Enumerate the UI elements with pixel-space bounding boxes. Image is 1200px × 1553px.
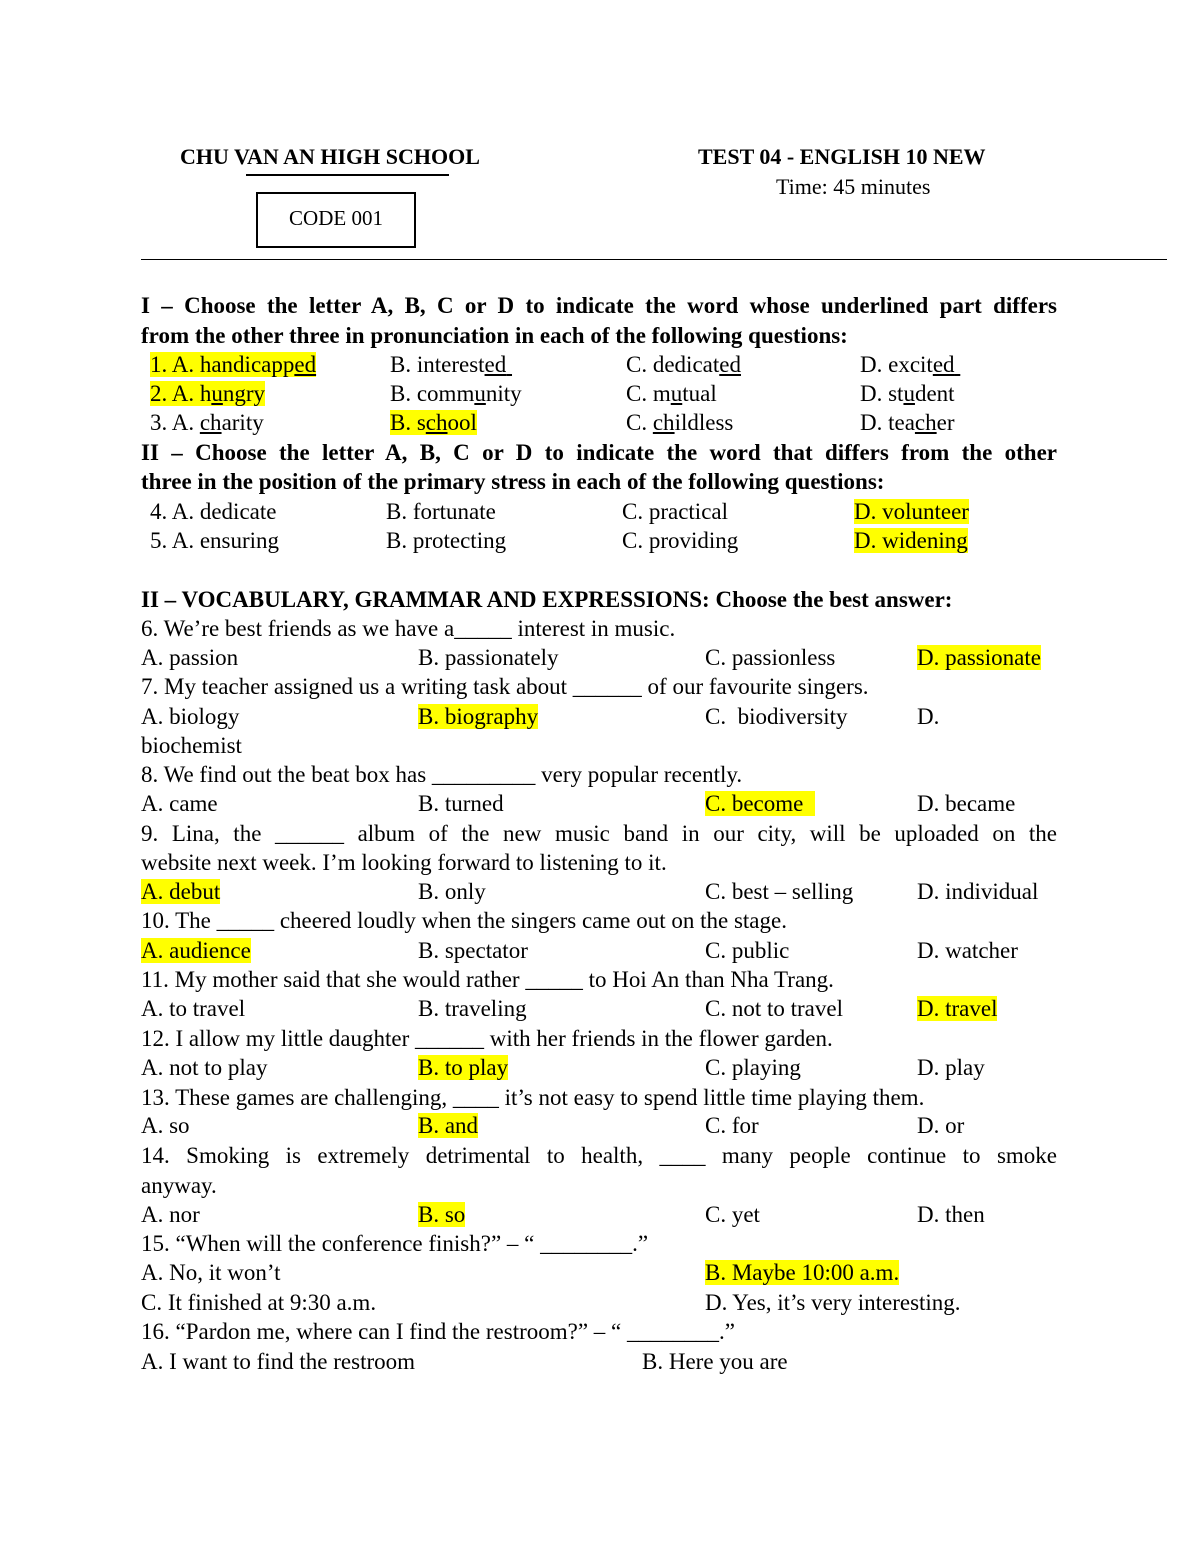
- q5-option-d: D. widening: [854, 528, 968, 553]
- q9-option-b: B. only: [418, 879, 486, 904]
- q10-stem: 10. The _____ cheered loudly when the singers came out on the stage.: [141, 908, 787, 933]
- q12-option-c: C. playing: [705, 1055, 801, 1080]
- q7-option-d: D.: [917, 704, 940, 729]
- q9-option-d: D. individual: [917, 879, 1039, 904]
- q12-option-a: A. not to play: [141, 1055, 268, 1080]
- q7-option-d-wrap: biochemist: [141, 733, 242, 758]
- q5-option-c: C. providing: [622, 528, 739, 553]
- q16-option-a: A. I want to find the restroom: [141, 1349, 416, 1374]
- q6-option-c: C. passionless: [705, 645, 836, 670]
- q11-option-c: C. not to travel: [705, 996, 843, 1021]
- q4-option-a: 4. A. dedicate: [150, 499, 277, 524]
- part2-instruction-line2: three in the position of the primary stress in each of the following questions:: [141, 469, 885, 494]
- q12-stem: 12. I allow my little daughter ______ with her friends in the flower garden.: [141, 1026, 833, 1051]
- q10-option-a: A. audience: [141, 938, 251, 963]
- test-title: TEST 04 - ENGLISH 10 NEW: [698, 144, 986, 169]
- q15-option-b: B. Maybe 10:00 a.m.: [705, 1260, 900, 1285]
- q16-option-b: B. Here you are: [642, 1349, 788, 1374]
- q13-option-c: C. for: [705, 1113, 759, 1138]
- q10-option-d: D. watcher: [917, 938, 1018, 963]
- q12-option-b: B. to play: [418, 1055, 509, 1080]
- q14-option-b: B. so: [418, 1202, 466, 1227]
- q13-option-d: D. or: [917, 1113, 965, 1138]
- q1-option-c: C. dedicated: [626, 352, 741, 377]
- q13-stem: 13. These games are challenging, ____ it’s not easy to spend little time playing them.: [141, 1085, 925, 1110]
- q1-option-b: B. interested: [390, 352, 507, 377]
- q9-option-c: C. best – selling: [705, 879, 854, 904]
- q10-option-c: C. public: [705, 938, 790, 963]
- q14-option-c: C. yet: [705, 1202, 760, 1227]
- q12-option-d: D. play: [917, 1055, 985, 1080]
- q11-option-b: B. traveling: [418, 996, 527, 1021]
- q16-stem: 16. “Pardon me, where can I find the restroom?” – “ ________.”: [141, 1319, 735, 1344]
- q8-option-b: B. turned: [418, 791, 504, 816]
- q7-option-b: B. biography: [418, 704, 539, 729]
- q7-stem: 7. My teacher assigned us a writing task about ______ of our favourite singers.: [141, 674, 869, 699]
- q10-option-b: B. spectator: [418, 938, 528, 963]
- q2-option-c: C. mutual: [626, 381, 717, 406]
- q8-option-d: D. became: [917, 791, 1016, 816]
- q4-option-c: C. practical: [622, 499, 729, 524]
- part1-instruction-line2: from the other three in pronunciation in each of the following questions:: [141, 323, 848, 348]
- q6-option-d: D. passionate: [917, 645, 1041, 670]
- q7-option-c: C. biodiversity: [705, 704, 848, 729]
- q8-option-a: A. came: [141, 791, 218, 816]
- header-divider: [141, 259, 1167, 260]
- part3-heading: II – VOCABULARY, GRAMMAR AND EXPRESSIONS: Choose the best answer:: [141, 587, 953, 612]
- q14-stem-line1: 14. Smoking is extremely detrimental to health, ____ many people continue to smoke: [141, 1143, 1057, 1168]
- q2-option-a: 2. A. hungry: [150, 381, 266, 406]
- part1-instruction-line1: I – Choose the letter A, B, C or D to indicate the word whose underlined part differs: [141, 293, 1057, 318]
- q11-option-a: A. to travel: [141, 996, 246, 1021]
- q5-option-a: 5. A. ensuring: [150, 528, 280, 553]
- school-name-rule: [246, 174, 449, 176]
- q9-stem-line2: website next week. I’m looking forward to listening to it.: [141, 850, 667, 875]
- school-name: CHU VAN AN HIGH SCHOOL: [180, 144, 480, 169]
- q2-option-d: D. student: [860, 381, 955, 406]
- q1-option-d: D. excited: [860, 352, 955, 377]
- q4-option-b: B. fortunate: [386, 499, 496, 524]
- q1-option-a: 1. A. handicapped: [150, 352, 317, 377]
- q14-option-a: A. nor: [141, 1202, 200, 1227]
- q3-option-b: B. school: [390, 410, 477, 435]
- time-limit: Time: 45 minutes: [776, 174, 931, 199]
- q7-option-a: A. biology: [141, 704, 240, 729]
- q11-option-d: D. travel: [917, 996, 998, 1021]
- q6-option-a: A. passion: [141, 645, 239, 670]
- q3-option-a: 3. A. charity: [150, 410, 264, 435]
- q15-option-a: A. No, it won’t: [141, 1260, 281, 1285]
- q14-option-d: D. then: [917, 1202, 985, 1227]
- code-box: [256, 192, 416, 248]
- q5-option-b: B. protecting: [386, 528, 507, 553]
- q8-option-c: C. become: [705, 791, 815, 816]
- q15-option-c: C. It finished at 9:30 a.m.: [141, 1290, 377, 1315]
- q15-stem: 15. “When will the conference finish?” – “ ________.”: [141, 1231, 649, 1256]
- q4-option-d: D. volunteer: [854, 499, 969, 524]
- q11-stem: 11. My mother said that she would rather _____ to Hoi An than Nha Trang.: [141, 967, 834, 992]
- part2-instruction-line1: II – Choose the letter A, B, C or D to indicate the word that differs from the other: [141, 440, 1057, 465]
- q13-option-b: B. and: [418, 1113, 479, 1138]
- q6-stem: 6. We’re best friends as we have a_____ interest in music.: [141, 616, 676, 641]
- q2-option-b: B. community: [390, 381, 522, 406]
- q3-option-c: C. childless: [626, 410, 734, 435]
- q8-stem: 8. We find out the beat box has _________ very popular recently.: [141, 762, 743, 787]
- q9-stem-line1: 9. Lina, the ______ album of the new music band in our city, will be uploaded on the: [141, 821, 1057, 846]
- q14-stem-line2: anyway.: [141, 1173, 217, 1198]
- q3-option-d: D. teacher: [860, 410, 955, 435]
- q6-option-b: B. passionately: [418, 645, 559, 670]
- code-label: CODE 001: [289, 206, 383, 230]
- q9-option-a: A. debut: [141, 879, 221, 904]
- q15-option-d: D. Yes, it’s very interesting.: [705, 1290, 961, 1315]
- q13-option-a: A. so: [141, 1113, 190, 1138]
